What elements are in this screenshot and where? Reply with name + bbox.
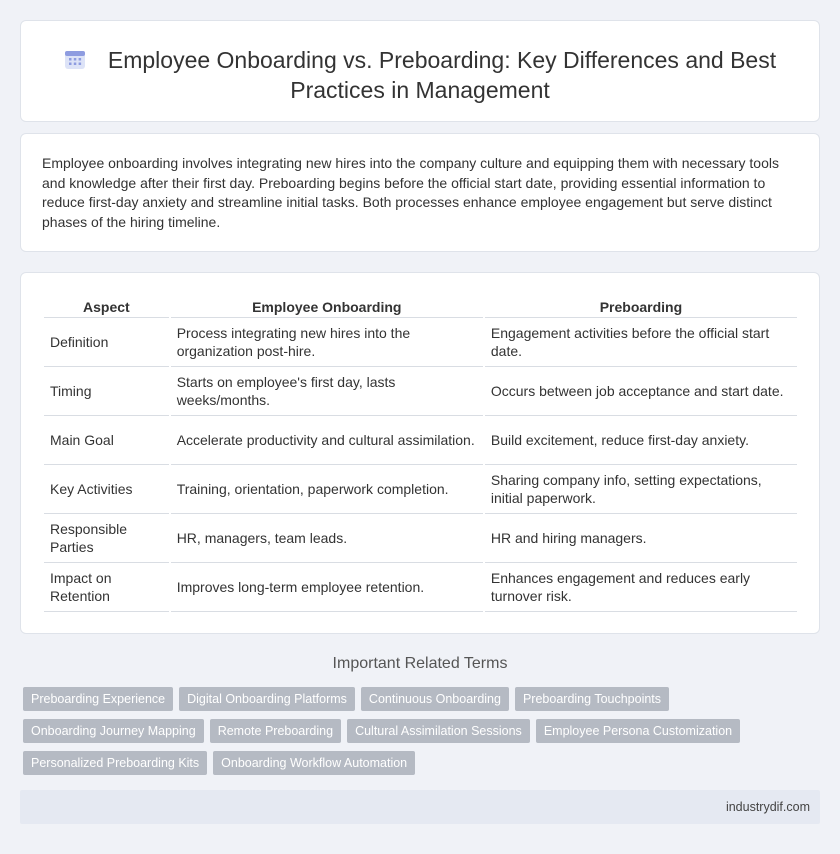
page-title: Employee Onboarding vs. Preboarding: Key Differences and Best Practices in Management <box>107 47 777 103</box>
table-cell-preboarding: Sharing company info, setting expectations, initial paperwork. <box>485 465 797 514</box>
related-term-tag[interactable]: Remote Preboarding <box>210 719 341 743</box>
related-term-tag[interactable]: Preboarding Touchpoints <box>515 687 669 711</box>
intro-card <box>20 133 820 252</box>
related-term-tag[interactable]: Employee Persona Customization <box>536 719 740 743</box>
footer <box>20 790 820 824</box>
table-cell-onboarding: Improves long-term employee retention. <box>171 563 483 612</box>
table-row <box>44 465 797 514</box>
table-row <box>44 563 797 612</box>
table-cell-aspect: Impact on Retention <box>44 563 169 612</box>
related-term-tag[interactable]: Continuous Onboarding <box>361 687 509 711</box>
table-cell-preboarding: Occurs between job acceptance and start date. <box>485 367 797 416</box>
related-term-tag[interactable]: Preboarding Experience <box>23 687 173 711</box>
intro-paragraph: Employee onboarding involves integrating new hires into the company culture and equipping them with necessary tools and knowledge after their first day. Preboarding begins before the official start date, providing essential information to reduce first-day anxiety and streamline initial tasks. Both processes enhance employee engagement but serve distinct phases of the hiring timeline. <box>42 155 779 230</box>
calendar-grid-icon <box>64 48 86 70</box>
column-header-aspect: Aspect <box>44 295 169 318</box>
table-cell-preboarding: Enhances engagement and reduces early turnover risk. <box>485 563 797 612</box>
table-row <box>44 416 797 465</box>
table-cell-onboarding: Accelerate productivity and cultural assimilation. <box>171 416 483 465</box>
table-cell-preboarding: Build excitement, reduce first-day anxiety. <box>485 416 797 465</box>
column-header-preboarding: Preboarding <box>485 295 797 318</box>
header-card <box>20 20 820 122</box>
related-term-tag[interactable]: Personalized Preboarding Kits <box>23 751 207 775</box>
comparison-table-card <box>20 272 820 634</box>
table-cell-aspect: Key Activities <box>44 465 169 514</box>
related-term-tag[interactable]: Digital Onboarding Platforms <box>179 687 355 711</box>
table-row <box>44 514 797 563</box>
table-cell-aspect: Main Goal <box>44 416 169 465</box>
table-cell-onboarding: Process integrating new hires into the organization post-hire. <box>171 318 483 367</box>
page-title-wrap <box>21 45 819 105</box>
footer-site-link[interactable]: industrydif.com <box>725 800 810 814</box>
related-term-tag[interactable]: Cultural Assimilation Sessions <box>347 719 530 743</box>
table-cell-onboarding: Training, orientation, paperwork completion. <box>171 465 483 514</box>
related-terms-heading: Important Related Terms <box>332 655 508 672</box>
table-cell-onboarding: Starts on employee's first day, lasts weeks/months. <box>171 367 483 416</box>
related-term-tag[interactable]: Onboarding Workflow Automation <box>213 751 415 775</box>
table-cell-aspect: Responsible Parties <box>44 514 169 563</box>
table-row <box>44 318 797 367</box>
table-cell-preboarding: Engagement activities before the official start date. <box>485 318 797 367</box>
column-header-onboarding: Employee Onboarding <box>171 295 483 318</box>
table-header-row <box>44 295 797 318</box>
table-cell-aspect: Timing <box>44 367 169 416</box>
table-cell-aspect: Definition <box>44 318 169 367</box>
comparison-table <box>42 295 799 612</box>
table-cell-onboarding: HR, managers, team leads. <box>171 514 483 563</box>
table-row <box>44 367 797 416</box>
related-term-tag[interactable]: Onboarding Journey Mapping <box>23 719 204 743</box>
related-terms-tags <box>23 687 803 775</box>
table-cell-preboarding: HR and hiring managers. <box>485 514 797 563</box>
